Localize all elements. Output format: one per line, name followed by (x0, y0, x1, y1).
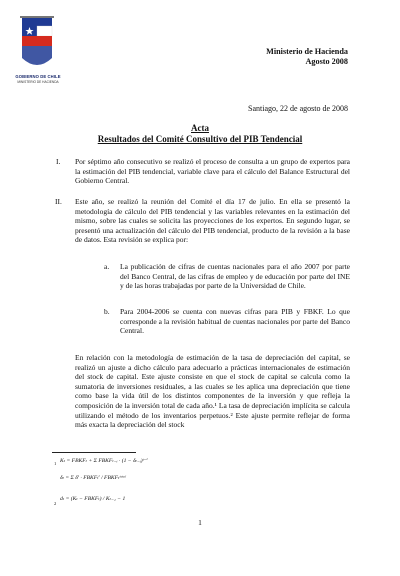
coat-of-arms-logo (10, 14, 64, 80)
footnote-1-formula: Kₜ = FBKFₜ + Σ FBKFₜ₋ᵢ · (1 − δₜ₋ᵢ)ᵗ⁻ⁱ (60, 458, 148, 464)
header-block (266, 47, 348, 67)
section-numeral: I. (56, 157, 61, 166)
logo-text-gobierno: GOBIERNO DE CHILE (15, 74, 61, 79)
logo-blue-band (22, 18, 52, 26)
page-number: 1 (198, 518, 202, 527)
footnote-1-number: 1 (54, 461, 57, 466)
header-date: Agosto 2008 (305, 57, 348, 66)
section-numeral: II. (55, 197, 62, 206)
footnote-separator (52, 452, 136, 453)
logo-shield-base (22, 46, 52, 65)
header-ministry: Ministerio de Hacienda (266, 47, 348, 56)
subitem-letter: a. (104, 262, 110, 271)
title-main: Resultados del Comité Consultivo del PIB Tendencial (97, 134, 303, 144)
logo-text-ministerio: MINISTERIO DE HACIENDA (17, 80, 59, 84)
depreciation-paragraph: En relación con la metodología de estimación de la tasa de depreciación del capital, se realizó un ajuste a dicho cálculo para adecuarlo a prácticas internacionales de estimación del stock de capital. Este ajuste consiste en que el stock de capital se calcula como la sumatoria de inversiones residuales, a las cuales se les aplica una depreciación que tiene como base la vida útil de los distintos componentes de la inversión y que refleja la composición de la inversión total de cada año.¹ La tasa de depreciación implícita se calcula utilizando el método de los inventarios perpetuos.² Este ajuste permite reflejar de forma más exacta la depreciación del stock (75, 353, 350, 430)
logo-top-rule (20, 16, 54, 18)
title-acta: Acta (191, 123, 209, 133)
subitem-paragraph: La publicación de cifras de cuentas nacionales para el año 2007 por parte del Banco Central, de las cifras de empleo y de educación por parte del INE y de las horas trabajadas por parte de la Universidad de Chile. (120, 262, 350, 291)
subitem-paragraph: Para 2004-2006 se cuenta con nuevas cifras para PIB y FBKF. Lo que corresponde a la revisión habitual de cuentas nacionales por parte del Banco Central. (120, 307, 350, 336)
section-paragraph: Este año, se realizó la reunión del Comité el día 17 de julio. En ella se presentó la metodología de cálculo del PIB tendencial y las variables relevantes en la estimación del mismo, sobre las cuales se solicita las proyecciones de los expertos. En segundo lugar, se presentó una actualización del cálculo del PIB tendencial, producto de la revisión a la base de datos. Esta revisión se explica por: (75, 197, 350, 245)
section-paragraph: Por séptimo año consecutivo se realizó el proceso de consulta a un grupo de expertos para la estimación del PIB tendencial, variable clave para el cálculo del Balance Estructural del Gobierno Central. (75, 157, 350, 186)
footnote-2-formula: dₜ = (Kₜ − FBKFₜ) / Kₜ₋₁ − 1 (60, 496, 126, 502)
logo-red-band (22, 36, 52, 46)
footnote-2-number: 2 (54, 501, 57, 506)
logo-white-square (37, 26, 52, 36)
footnote-1-delta-formula: δₜ = Σ δⁱ · FBKFₜⁱ / FBKFₜᵗᵒᵗᵃˡ (60, 475, 126, 481)
subitem-letter: b. (104, 307, 110, 316)
place-date: Santiago, 22 de agosto de 2008 (248, 104, 348, 113)
